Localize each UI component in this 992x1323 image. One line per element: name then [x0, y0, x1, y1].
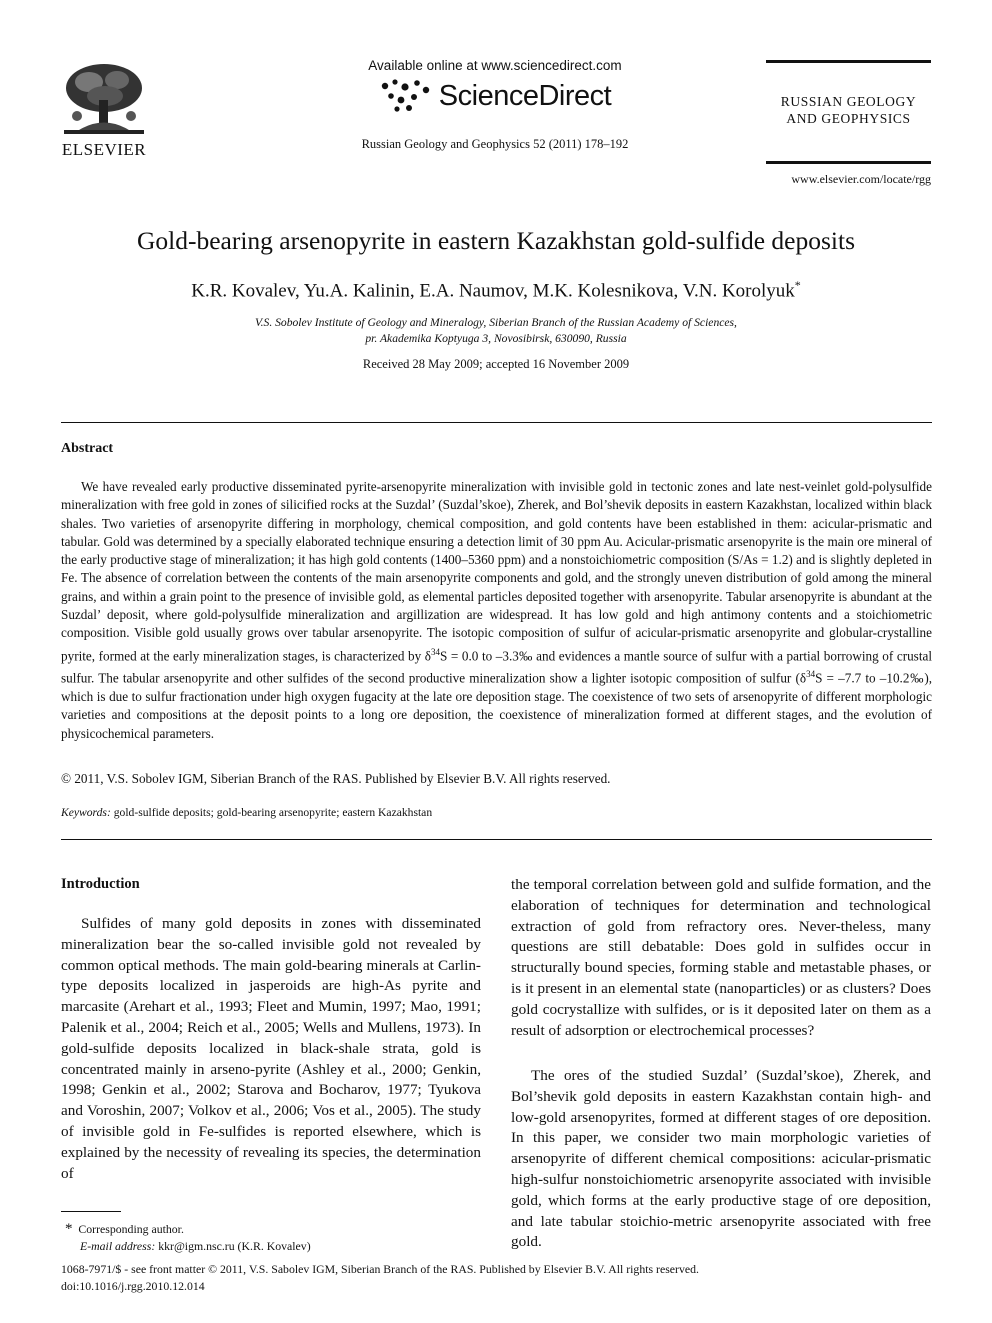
journal-masthead [766, 60, 931, 187]
journal-title-line1: RUSSIAN GEOLOGY [780, 94, 917, 109]
paper-title: Gold-bearing arsenopyrite in eastern Kazakhstan gold-sulfide deposits [136, 226, 856, 255]
email-label: E-mail address: [80, 1239, 156, 1253]
sciencedirect-block [330, 58, 660, 152]
elsevier-logo [54, 60, 154, 160]
isotope-superscript-2: 34 [806, 669, 816, 680]
isotope-superscript-1: 34 [430, 646, 440, 657]
keywords-list: gold-sulfide deposits; gold-bearing arsenopyrite; eastern Kazakhstan [113, 806, 433, 819]
masthead-top-rule [766, 60, 931, 63]
journal-url-link[interactable]: www.elsevier.com/locate/rgg [791, 172, 931, 186]
abstract-text [61, 478, 932, 743]
doi-link[interactable]: doi:10.1016/j.rgg.2010.12.014 [61, 1279, 205, 1293]
front-matter-issn: 1068-7971/$ - see front matter © 2011, V.S. Sabolev IGM, Siberian Branch of the RAS. Published by Elsevier B.V. All rights reserved. [61, 1262, 699, 1276]
available-online-link[interactable]: Available online at www.sciencedirect.com [368, 58, 622, 73]
abstract-part3: S = –7.7 to –10.2‰), which is due to sulfur fractionation under high oxygen fugacity at the late ore deposition stage. The coexistence of two sets of arsenopyrite of different morphologic varieties and compositions at the deposit points to a long ore deposition, the coexistence of mineralization formed at different stages, and the evolution of physicochemical parameters. [61, 670, 933, 741]
journal-title-line2: AND GEOPHYSICS [786, 111, 911, 126]
author-list [0, 278, 992, 302]
corresponding-author-mark[interactable]: * [794, 278, 801, 292]
footnote-line1 [61, 1221, 481, 1238]
footnote-rule [61, 1211, 121, 1212]
introduction-paragraph-1: Sulfides of many gold deposits in zones with disseminated mineralization bear the so-called invisible gold not revealed by common optical methods. The main gold-bearing minerals at Carlin-type deposits localized in jasperoids are high-As pyrite and marcasite (Arehart et al., 1993; Fleet and Mumin, 1997; Mao, 1991; Palenik et al., 2004; Reich et al., 2005; Wells and Mullens, 1973). In gold-sulfide deposits localized in black-shale strata, gold is concentrated mainly in arseno-pyrite (Ashley et al., 2000; Genkin, 1998; Genkin et al., 2002; Starova and Bocharov, 1977; Tyukova and Voroshin, 2007; Volkov et al., 2006; Vos et al., 2005). The study of invisible gold in Fe-sulfides is reported elsewhere, which is explained by the necessity of revealing its species, the determination of [61, 915, 481, 1182]
footnote-corresponding: Corresponding author. [78, 1222, 184, 1236]
journal-title [766, 93, 931, 127]
affiliation-line1: V.S. Sobolev Institute of Geology and Mineralogy, Siberian Branch of the Russian Academy of Sciences, [255, 316, 737, 329]
received-dates: Received 28 May 2009; accepted 16 November 2009 [362, 357, 630, 371]
affiliation [0, 315, 992, 347]
footnote-line2 [61, 1238, 481, 1255]
introduction-paragraph-2: The ores of the studied Suzdal’ (Suzdal’skoe), Zherek, and Bol’shevik gold deposits in eastern Kazakhstan contain high- and low-gold arsenopyrites, formed at different stages of ore deposition. In this paper, we consider two main morphologic varieties of arsenopyrite of different chemical compositions: acicular-prismatic high-sulfur nonstoichiometric arsenopyrite associated with invisible gold, which forms at the early productive stage of ore deposition, and late tabular stoichio-metric arsenopyrite associated with free gold. [511, 1067, 931, 1251]
abstract-bottom-rule [61, 839, 932, 840]
corresponding-author-footnote [61, 1221, 481, 1255]
keywords-label: Keywords: [61, 806, 111, 819]
copyright-notice: © 2011, V.S. Sobolev IGM, Siberian Branch of the RAS. Published by Elsevier B.V. All rights reserved. [61, 771, 611, 786]
affiliation-line2: pr. Akademika Koptyuga 3, Novosibirsk, 630090, Russia [365, 332, 627, 345]
sciencedirect-dots-icon [379, 78, 431, 114]
journal-reference: Russian Geology and Geophysics 52 (2011) 178–192 [361, 137, 629, 151]
elsevier-wordmark: ELSEVIER [61, 140, 147, 159]
keywords [61, 806, 932, 819]
masthead-bottom-rule [766, 161, 931, 164]
abstract-top-rule [61, 422, 932, 423]
elsevier-tree-icon [59, 60, 149, 138]
author-names: K.R. Kovalev, Yu.A. Kalinin, E.A. Naumov, M.K. Kolesnikova, V.N. Korolyuk [191, 280, 795, 302]
introduction-paragraph-1-continued: the temporal correlation between gold and sulfide formation, and the elaboration of techniques for determination and technological extraction of gold from refractory ores. Never-theless, many questions are still debatable: Does gold in sulfides occur in structurally bound species, forming stable and metastable phases, or is it present in an elemental state (nanoparticles) or as clusters? Does gold cocrystallize with sulfides, or is it deposited later on them as a result of adsorption or electrochemical processes? [511, 876, 931, 1039]
abstract-heading: Abstract [61, 441, 114, 456]
abstract-part1: We have revealed early productive disseminated pyrite-arsenopyrite mineralization with invisible gold in tectonic zones and late nest-veinlet gold-polysulfide mineralization with free gold in zones of silicified rocks at the Suzdal’ (Suzdal’skoe), Zherek, and Bol’shevik deposits in eastern Kazakhstan, localized within black shales. Two varieties of arsenopyrite differing in morphology, chemical composition, and gold contents have been established in them: acicular-prismatic and tabular. Gold was determined by a specially elaborated technique ensuring a detection limit of 30 ppm Au. Acicular-prismatic arsenopyrite is the main ore mineral of the early productive stage of mineralization; it has high gold contents (1400–5360 ppm) and a nonstoichiometric composition (S/As = 1.2) and is slightly depleted in Fe. The absence of correlation between the contents of the main arsenopyrite components and gold, and the strongly uneven distribution of gold among the mineral grains, and within a grain point to the presence of invisible gold, as elemental particles deposited together with arsenopyrite. Tabular arsenopyrite is abundant at the Suzdal’ deposit, where gold-polysulfide mineralization and argillization are widespread. It has low gold and high antimony contents and a stoichiometric composition. Visible gold usually grows over tabular arsenopyrite. The isotopic composition of sulfur of acicular-prismatic arsenopyrite and globular-crystalline pyrite, formed at the early mineralization stages, is characterized by δ [61, 479, 932, 664]
abstract-part2: S = 0.0 to –3.3‰ and evidences a mantle source of sulfur with a partial borrowing of crustal sulfur. The tabular arsenopyrite and other sulfides of the second productive mineralization show a lighter isotopic composition of sulfur (δ [61, 648, 932, 686]
sciencedirect-logo[interactable] [330, 77, 660, 115]
sciencedirect-wordmark: ScienceDirect [438, 79, 612, 112]
email-link[interactable]: kkr@igm.nsc.ru (K.R. Kovalev) [158, 1239, 311, 1253]
introduction-heading: Introduction [61, 876, 140, 892]
front-matter [61, 1261, 932, 1295]
footnote-mark: * [65, 1221, 73, 1237]
